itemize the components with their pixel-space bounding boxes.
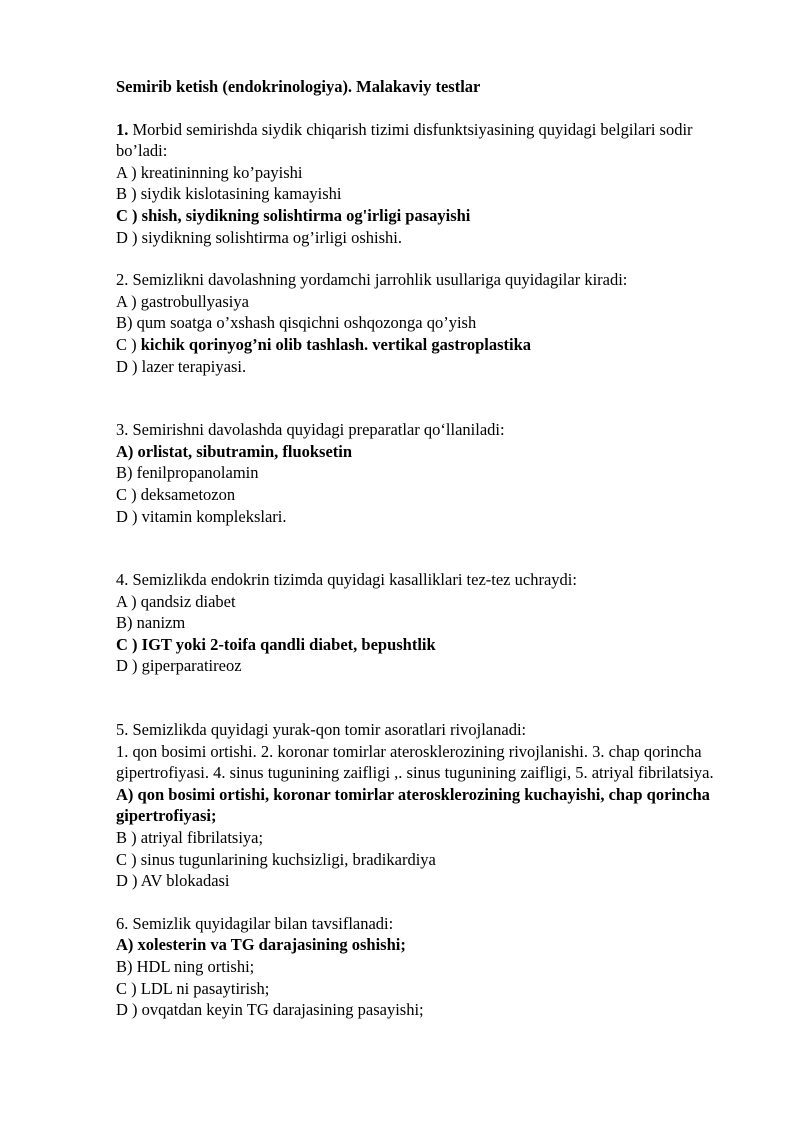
option-a: A ) kreatininning ko’payishi [116,162,303,182]
question-subtext: 1. qon bosimi ortishi. 2. koronar tomirlar aterosklerozining rivojlanishi. 3. chap qorincha gipertrofiyasi. 4. sinus tugunining zaifligi ,. sinus tugunining zaifligi, 5. atriyal fibrilatsiya. [116,741,714,783]
question-text [116,913,736,935]
option-c: C ) deksametozon [116,484,236,504]
question-text [116,569,736,591]
option-d: D ) ovqatdan keyin TG darajasining pasayishi; [116,1000,424,1020]
option-b: B ) atriyal fibrilatsiya; [116,828,264,848]
question-2 [116,269,736,377]
question-number: 4. [116,570,129,590]
option-b: B) fenilpropanolamin [116,463,259,483]
option-d: D ) lazer terapiyasi. [116,356,247,376]
option-b: B) nanizm [116,613,186,633]
option-c-correct: C ) IGT yoki 2-toifa qandli diabet, bepushtlik [116,634,436,654]
option-a-correct: A) qon bosimi ortishi, koronar tomirlar aterosklerozining kuchayishi, chap qorincha gipertrofiyasi; [116,784,710,826]
option-c-correct: C ) shish, siydikning solishtirma og'irligi pasayishi [116,205,471,225]
question-number: 6. [116,913,129,933]
option-a: A ) qandsiz diabet [116,591,236,611]
option-a-correct: A) xolesterin va TG darajasining oshishi; [116,935,406,955]
option-d: D ) vitamin komplekslari. [116,506,287,526]
option-prefix: C ) [116,334,141,354]
question-4 [116,569,736,677]
option-d: D ) giperparatireoz [116,656,242,676]
option-c: C ) LDL ni pasaytirish; [116,978,270,998]
option-b: B) HDL ning ortishi; [116,957,255,976]
question-3 [116,419,736,527]
question-body: Semizlikda quyidagi yurak-qon tomir asoratlari rivojlanadi: [128,720,527,740]
question-body: Semizlikda endokrin tizimda quyidagi kasalliklari tez-tez uchraydi: [128,570,577,590]
question-body: Semizlik quyidagilar bilan tavsiflanadi: [128,913,394,933]
question-number: 5. [116,720,129,740]
option-b: B ) siydik kislotasining kamayishi [116,184,342,204]
question-text [116,419,736,441]
document-page [116,76,736,1021]
option-d: D ) AV blokadasi [116,871,230,891]
question-body: Semirishni davolashda quyidagi preparatlar qo‘llaniladi: [128,420,505,440]
question-number: 1. [116,119,129,139]
question-6 [116,913,736,1021]
question-text [116,119,736,162]
option-c-correct [116,334,736,356]
document-title: Semirib ketish (endokrinologiya). Malakaviy testlar [116,77,481,96]
option-answer: kichik qorinyog’ni olib tashlash. vertikal gastroplastika [140,334,532,354]
question-number: 2. [116,270,129,290]
question-number: 3. [116,420,129,440]
option-d: D ) siydikning solishtirma og’irligi oshishi. [116,227,403,247]
question-text [116,269,736,291]
question-body: Semizlikni davolashning yordamchi jarrohlik usullariga quyidagilar kiradi: [128,270,628,290]
option-c: C ) sinus tugunlarining kuchsizligi, bradikardiya [116,849,436,869]
option-a: A ) gastrobullyasiya [116,291,249,311]
question-1 [116,119,736,249]
question-5 [116,719,736,892]
option-b: B) qum soatga o’xshash qisqichni oshqozonga qo’yish [116,313,477,333]
question-text [116,719,736,741]
question-body: Morbid semirishda siydik chiqarish tizimi disfunktsiyasining quyidagi belgilari sodir bo’ladi: [116,119,693,161]
option-a-correct: A) orlistat, sibutramin, fluoksetin [116,441,353,461]
